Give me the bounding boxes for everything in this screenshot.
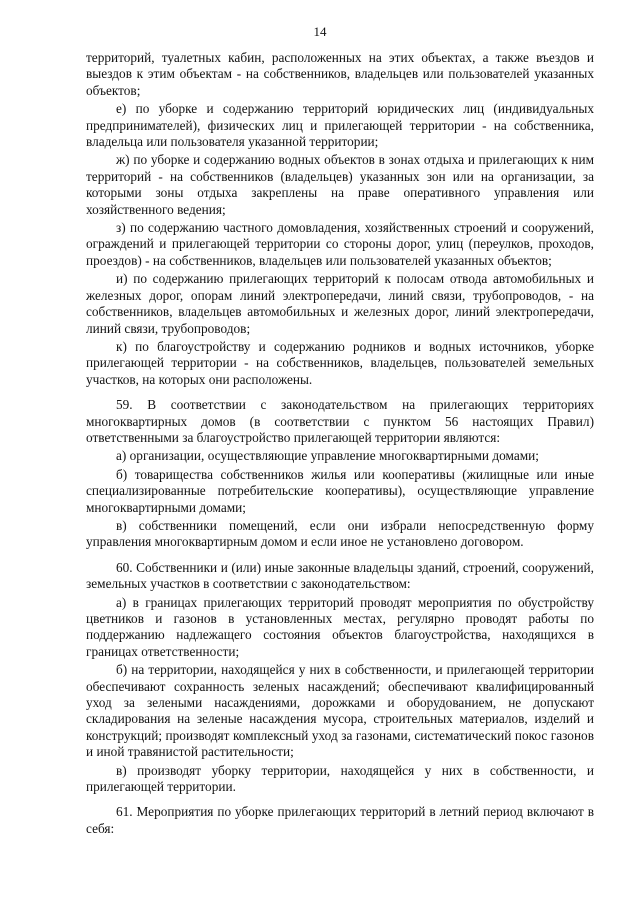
- paragraph-item-e: е) по уборке и содержанию территорий юридических лиц (индивидуальных предпринимателей), физических лиц и прилегающей территории - на собственника, владельца или пользователя указанной территории;: [86, 101, 594, 150]
- paragraph-59-item-b: б) товарищества собственников жилья или кооперативы (жилищные или иные специализированные потребительские кооперативы), осуществляющие управление многоквартирными домами;: [86, 466, 594, 515]
- paragraph-item-zh: ж) по уборке и содержанию водных объектов в зонах отдыха и прилегающих к ним территорий - на собственников (владельцев) указанных зон или на организации, за которыми зоны отдыха закреплены на праве оперативного управления или хозяйственного ведения;: [86, 152, 594, 217]
- paragraph-section-61: 61. Мероприятия по уборке прилегающих территорий в летний период включают в себя:: [86, 804, 594, 836]
- paragraph-continuation: территорий, туалетных кабин, расположенных на этих объектах, а также въездов и выездов к этим объектам - на собственников, владельцев или пользователей указанных объектов;: [86, 50, 594, 98]
- paragraph-item-i: и) по содержанию прилегающих территорий к полосам отвода автомобильных и железных дорог, опорам линий электропередачи, линий связи, трубопроводов, - на собственников, владельцев автомобильных и железных дорог, линий электропередачи, линий связи, трубопроводов;: [86, 271, 594, 336]
- paragraph-59-item-v: в) собственники помещений, если они избрали непосредственную форму управления многоквартирным домом и если иное не установлено договором.: [86, 517, 594, 550]
- page-number: 14: [313, 24, 327, 39]
- paragraph-60-item-v: в) производят уборку территории, находящейся у них в собственности, и прилегающей территории.: [86, 762, 594, 795]
- paragraph-59-item-a: а) организации, осуществляющие управление многоквартирными домами;: [116, 448, 539, 464]
- paragraph-item-z: з) по содержанию частного домовладения, хозяйственных строений и сооружений, ограждений и прилегающей территории со стороны дорог, улиц (переулков, проходов, проездов) - на собственников, владельцев или пользователей указанных объектов;: [86, 220, 594, 268]
- paragraph-section-59: 59. В соответствии с законодательством на прилегающих территориях многоквартирных домов (в соответствии с пунктом 56 настоящих Правил) ответственными за благоустройство прилегающей территории являются:: [86, 397, 594, 445]
- paragraph-item-k: к) по благоустройству и содержанию родников и водных источников, уборке прилегающей территории - на собственников, владельцев, пользователей земельных участков, на которых они расположены.: [86, 338, 594, 387]
- paragraph-60-item-a: а) в границах прилегающих территорий проводят мероприятия по обустройству цветников и газонов в установленных местах, регулярно проводят работы по поддержанию надлежащего состояния объектов благоустройства, находящихся в границах ответственности;: [86, 594, 594, 659]
- document-body: [86, 50, 594, 837]
- paragraph-section-60: 60. Собственники и (или) иные законные владельцы зданий, строений, сооружений, земельных участков в соответствии с законодательством:: [86, 559, 594, 592]
- paragraph-60-item-b: б) на территории, находящейся у них в собственности, и прилегающей территории обеспечивают сохранность зеленых насаждений; обеспечивают квалифицированный уход за зелеными насаждениями, дорожками и оборудованием, не допускают складирования на зеленые насаждения мусора, строительных материалов, изделий и конструкций; производят комплексный уход за газонами, систематический покос газонов и иной травянистой растительности;: [86, 662, 594, 760]
